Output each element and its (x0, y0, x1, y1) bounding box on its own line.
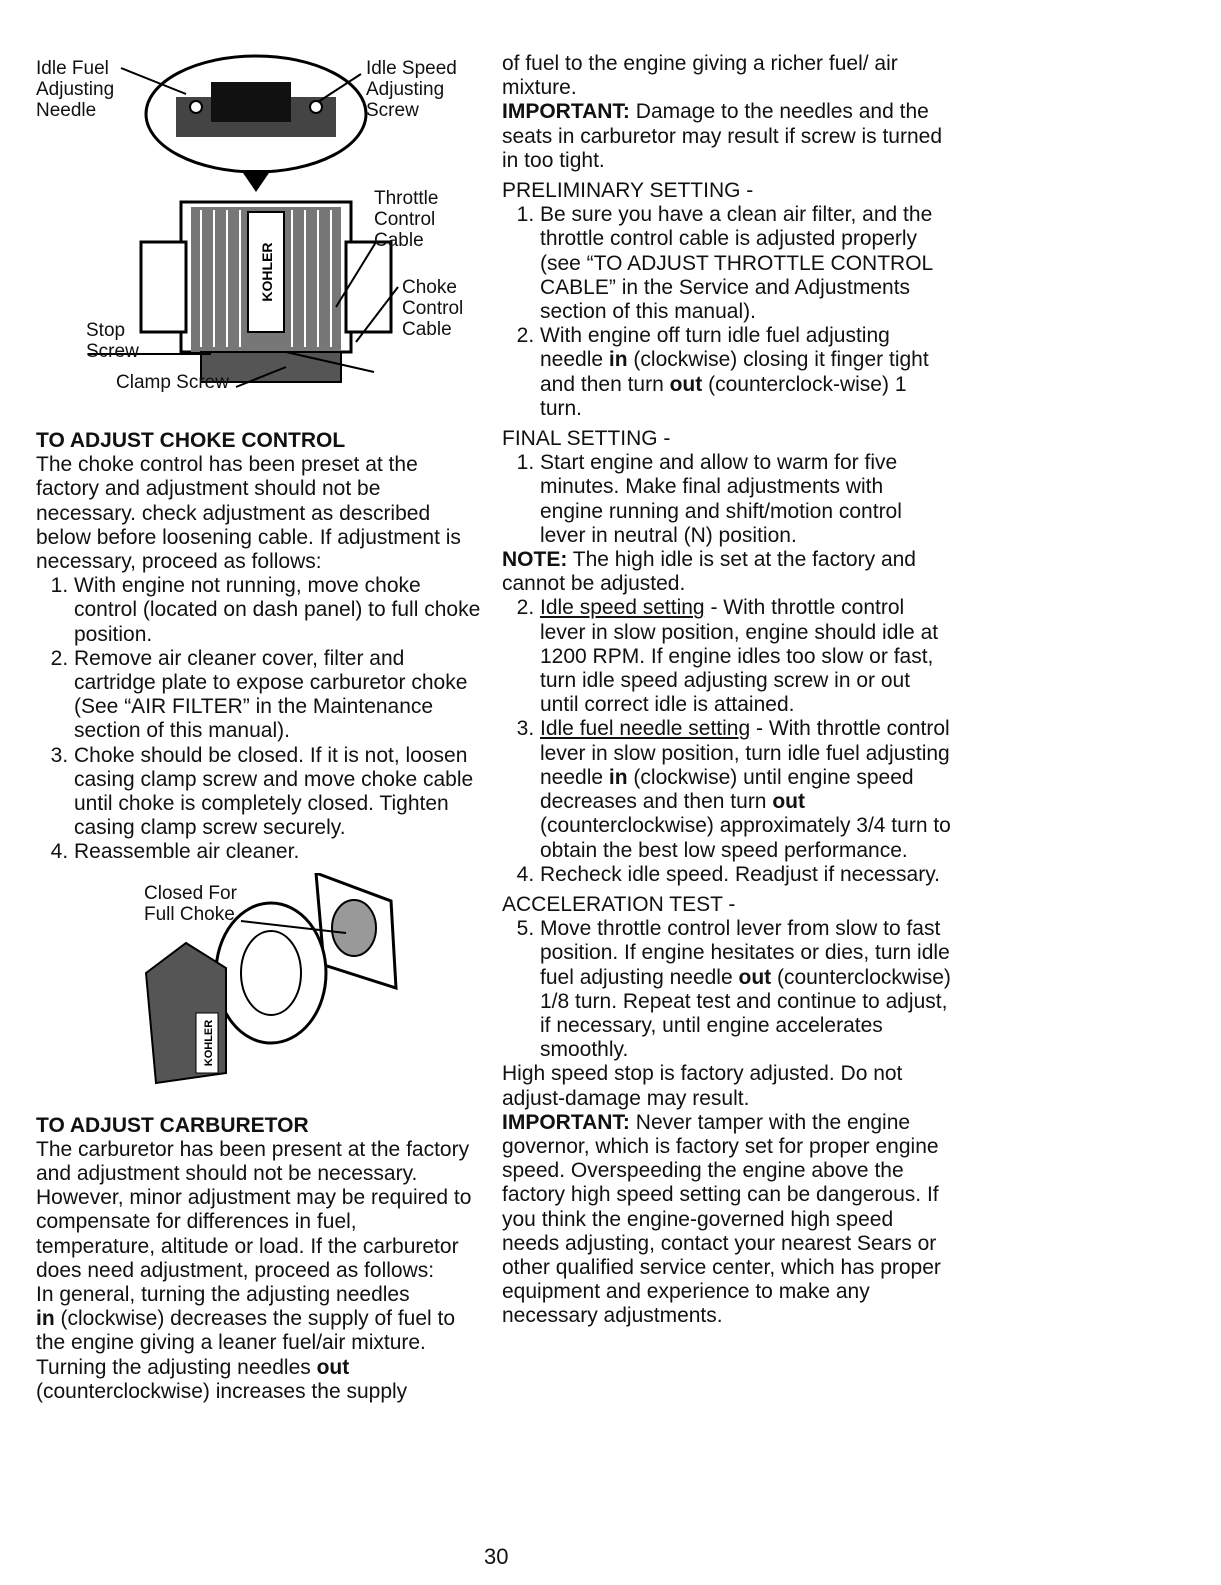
final-steps-b (502, 596, 952, 886)
choke-intro: The choke control has been preset at the factory and adjustment should not be necessary. check adjustment as described below before loosening cable. If adjustment is necessary, proceed as follows: (36, 453, 461, 574)
closed-full-choke-label: Closed For Full Choke (144, 882, 237, 925)
choke-cable-label: Choke Control Cable (402, 277, 464, 340)
choke-step-1: 1. With engine not running, move choke control (located on dash panel) to full choke position. (74, 574, 481, 647)
engine-brand-text: KOHLER (259, 242, 275, 302)
final-step-1: 1. Start engine and allow to warm for five minutes. Make final adjustments with engine running and shift/motion control lever in neutral (N) position. (540, 451, 952, 548)
preliminary-step-2: 2. With engine off turn idle fuel adjusting needle in (clockwise) closing it finger tight and then turn out (counterclock-wise) 1 turn. (540, 324, 952, 421)
carb-intro: The carburetor has been present at the factory and adjustment should not be necessary. However, minor adjustment may be required to compensate for differences in fuel, temperature, altitude or load. If the carburetor does need adjustment, proceed as follows: (36, 1137, 472, 1282)
filter-brand-text: KOHLER (203, 1019, 215, 1066)
carb-heading: TO ADJUST CARBURETOR (36, 1113, 309, 1137)
page-number: 30 (484, 1544, 509, 1569)
stop-screw-label: Stop Screw (86, 320, 139, 362)
left-column (36, 52, 481, 1404)
choke-steps (36, 574, 481, 864)
carb-important: IMPORTANT: Damage to the needles and the seats in carburetor may result if screw is turned in too tight. (502, 100, 942, 172)
final-heading: FINAL SETTING - (502, 427, 671, 451)
air-filter-figure (36, 873, 481, 1098)
choke-step-3: 3. Choke should be closed. If it is not, loosen casing clamp screw and move choke cable until choke is completely closed. Tighten casing clamp screw securely. (74, 744, 481, 841)
high-speed-note: High speed stop is factory adjusted. Do not adjust-damage may result. (502, 1062, 903, 1110)
idle-fuel-label: Idle Fuel Adjusting Needle (36, 58, 115, 121)
final-step-4: 4. Recheck idle speed. Readjust if necessary. (540, 863, 952, 887)
choke-step-2: 2. Remove air cleaner cover, filter and cartridge plate to expose carburetor choke (See “AIR FILTER” in the Maintenance section of this manual). (74, 647, 481, 744)
final-note: NOTE: The high idle is set at the factory and cannot be adjusted. (502, 548, 916, 596)
final-step-2: 2. Idle speed setting - With throttle control lever in slow position, engine should idle at 1200 RPM. If engine idles too slow or fast, turn idle speed adjusting screw in or out until correct idle is attained. (540, 596, 952, 717)
final-step-3: 3. Idle fuel needle setting - With throttle control lever in slow position, turn idle fuel adjusting needle in (clockwise) until engine speed decreases and then turn out (counterclockwise) approximately 3/4 turn to obtain the best low speed performance. (540, 717, 952, 862)
choke-heading: TO ADJUST CHOKE CONTROL (36, 429, 346, 452)
carb-general: In general, turning the adjusting needles in (clockwise) decreases the supply of fuel to the engine giving a leaner fuel/air mixture. Turning the adjusting needles out (counterclockwise) increases the supply (36, 1283, 456, 1403)
air-filter-illustration (36, 873, 481, 1098)
accel-important: IMPORTANT: Never tamper with the engine governor, which is factory set for proper engine speed. Overspeeding the engine above the factory high speed setting can be dangerous. If you think the engine-governed high speed needs adjusting, contact your nearest Sears or other qualified service center, which has proper equipment and experience to make any necessary adjustments. (502, 1110, 941, 1328)
clamp-screw-label: Clamp Screw (116, 372, 229, 393)
choke-step-4: 4. Reassemble air cleaner. (74, 840, 481, 864)
accel-heading: ACCELERATION TEST - (502, 892, 736, 916)
accel-steps (502, 917, 952, 1062)
preliminary-step-1: 1. Be sure you have a clean air filter, and the throttle control cable is adjusted properly (see “TO ADJUST THROTTLE CONTROL CABLE” in the Service and Adjustments section of this manual). (540, 203, 952, 324)
carburetor-engine-figure (36, 52, 481, 429)
carb-cont: of fuel to the engine giving a richer fuel/ air mixture. (502, 52, 898, 100)
right-column (502, 52, 952, 1329)
throttle-cable-label: Throttle Control Cable (374, 188, 439, 251)
final-steps-a (502, 451, 952, 548)
preliminary-heading: PRELIMINARY SETTING - (502, 179, 754, 203)
accel-step-5: 5. Move throttle control lever from slow to fast position. If engine hesitates or dies, turn idle fuel adjusting needle out (counterclockwise) 1/8 turn. Repeat test and continue to adjust, if necessary, until engine accelerates smoothly. (540, 917, 952, 1062)
idle-speed-label: Idle Speed Adjusting Screw (366, 58, 457, 121)
preliminary-steps (502, 203, 952, 421)
